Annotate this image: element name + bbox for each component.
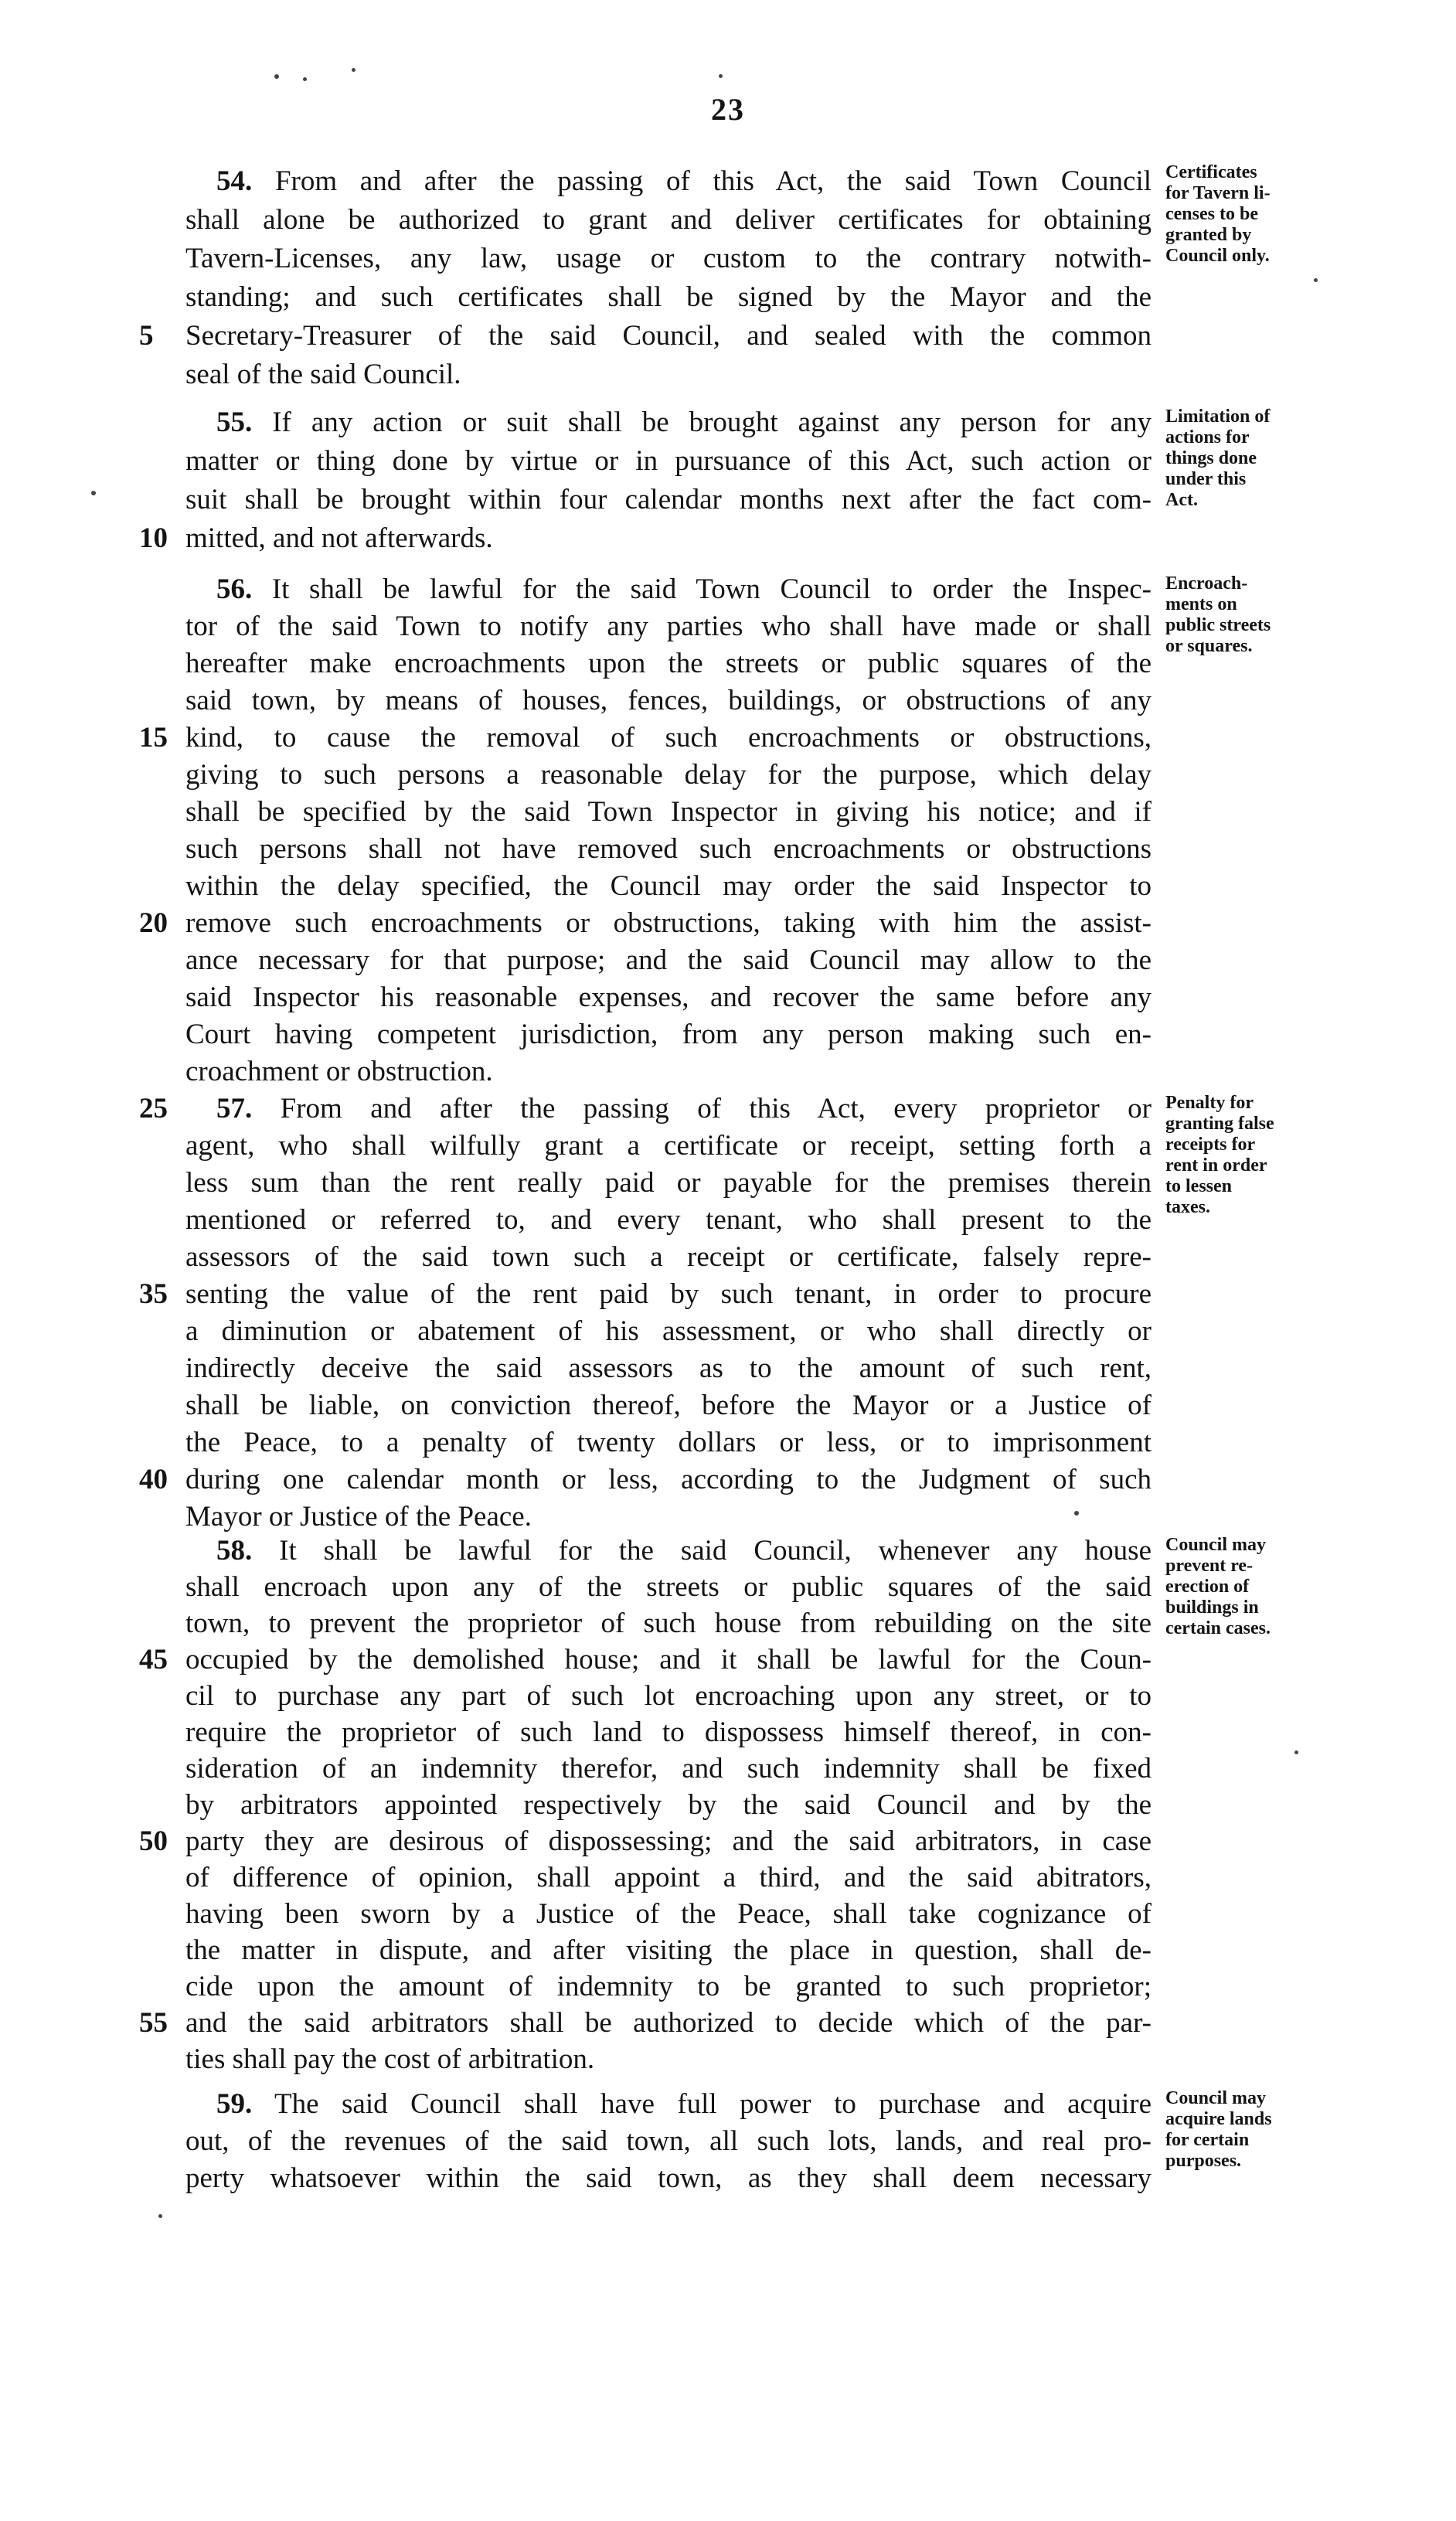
line-number: 25	[139, 1093, 168, 1124]
section-line: standing; and such certificates shall be signed by the Mayor and the	[185, 281, 1152, 313]
scan-speck	[91, 491, 96, 495]
scan-speck	[158, 2214, 162, 2218]
section-line: seal of the said Council.	[185, 359, 461, 390]
scan-speck	[719, 74, 723, 78]
section-line: suit shall be brought within four calendar months next after the fact com-	[185, 484, 1152, 515]
section-line: out, of the revenues of the said town, all such lots, lands, and real pro-	[185, 2125, 1152, 2157]
section-line: assessors of the said town such a receipt or certificate, falsely repre-	[185, 1241, 1152, 1273]
section-line: indirectly deceive the said assessors as to the amount of such rent,	[185, 1352, 1152, 1384]
section-line: Court having competent jurisdiction, from any person making such en-	[185, 1019, 1152, 1050]
section-line: 58. It shall be lawful for the said Council, whenever any house	[216, 1535, 1152, 1567]
section-line: shall encroach upon any of the streets or public squares of the said	[185, 1571, 1152, 1603]
section-line: Mayor or Justice of the Peace.	[185, 1501, 532, 1533]
section-line: and the said arbitrators shall be authorized to decide which of the par-	[185, 2007, 1152, 2039]
section-line: hereafter make encroachments upon the streets or public squares of the	[185, 648, 1152, 679]
section-number: 57.	[216, 1093, 253, 1124]
section-line: 59. The said Council shall have full power to purchase and acquire	[216, 2088, 1152, 2120]
line-number: 10	[139, 522, 168, 554]
section-line: require the proprietor of such land to dispossess himself thereof, in con-	[185, 1716, 1152, 1748]
section-line: cil to purchase any part of such lot encroaching upon any street, or to	[185, 1680, 1152, 1712]
section-line: kind, to cause the removal of such encroachments or obstructions,	[185, 722, 1152, 754]
section-line: less sum than the rent really paid or payable for the premises therein	[185, 1167, 1152, 1199]
section-line: occupied by the demolished house; and it shall be lawful for the Coun-	[185, 1644, 1152, 1676]
margin-note: Council may prevent re- erection of buildings in certain cases.	[1165, 1535, 1271, 1638]
line-number: 40	[139, 1464, 168, 1495]
section-line: 56. It shall be lawful for the said Town Council to order the Inspec-	[216, 573, 1152, 605]
line-number: 35	[139, 1278, 168, 1310]
scan-speck	[1294, 1750, 1298, 1754]
section-line: Secretary-Treasurer of the said Council, and sealed with the common	[185, 320, 1152, 352]
scan-speck	[1314, 278, 1318, 282]
margin-note: Limitation of actions for things done under this Act.	[1165, 407, 1271, 510]
section-line: by arbitrators appointed respectively by the said Council and by the	[185, 1789, 1152, 1821]
line-number: 5	[139, 320, 154, 352]
margin-note: Encroach- ments on public streets or squares.	[1165, 573, 1271, 656]
scan-speck	[303, 77, 307, 81]
section-line: party they are desirous of dispossessing; and the said arbitrators, in case	[185, 1825, 1152, 1857]
page-number: 23	[711, 92, 745, 127]
section-line: having been sworn by a Justice of the Peace, shall take cognizance of	[185, 1898, 1152, 1930]
section-line: 54. From and after the passing of this Act, the said Town Council	[216, 165, 1152, 197]
section-line: 55. If any action or suit shall be brought against any person for any	[216, 407, 1152, 438]
section-line: such persons shall not have removed such encroachments or obstructions	[185, 833, 1152, 865]
section-line: perty whatsoever within the said town, as they shall deem necessary	[185, 2162, 1152, 2194]
section-line: said town, by means of houses, fences, buildings, or obstructions of any	[185, 685, 1152, 716]
section-line: sideration of an indemnity therefor, and such indemnity shall be fixed	[185, 1753, 1152, 1784]
section-line: shall be liable, on conviction thereof, before the Mayor or a Justice of	[185, 1390, 1152, 1421]
scan-speck	[1074, 1511, 1079, 1516]
section-line: cide upon the amount of indemnity to be granted to such proprietor;	[185, 1971, 1152, 2002]
line-number: 55	[139, 2007, 168, 2039]
line-number: 50	[139, 1825, 168, 1857]
section-line: within the delay specified, the Council may order the said Inspector to	[185, 870, 1152, 902]
section-line: town, to prevent the proprietor of such house from rebuilding on the site	[185, 1608, 1152, 1639]
margin-note: Council may acquire lands for certain purposes.	[1165, 2088, 1272, 2171]
section-line: agent, who shall wilfully grant a certificate or receipt, setting forth a	[185, 1130, 1152, 1162]
section-line: mitted, and not afterwards.	[185, 522, 493, 554]
scan-speck	[274, 74, 279, 79]
scan-speck	[352, 68, 355, 72]
section-line: the matter in dispute, and after visiting the place in question, shall de-	[185, 1934, 1152, 1966]
section-number: 56.	[216, 573, 253, 605]
section-line: ties shall pay the cost of arbitration.	[185, 2043, 595, 2075]
section-line: senting the value of the rent paid by such tenant, in order to procure	[185, 1278, 1152, 1310]
section-line: croachment or obstruction.	[185, 1056, 493, 1087]
section-line: shall alone be authorized to grant and deliver certificates for obtaining	[185, 204, 1152, 236]
section-number: 58.	[216, 1535, 253, 1567]
section-line: remove such encroachments or obstructions, taking with him the assist-	[185, 907, 1152, 939]
section-line: mentioned or referred to, and every tenant, who shall present to the	[185, 1204, 1152, 1236]
section-line: matter or thing done by virtue or in pursuance of this Act, such action or	[185, 445, 1152, 477]
line-number: 20	[139, 907, 168, 939]
section-line: 57. From and after the passing of this Act, every proprietor or	[216, 1093, 1152, 1124]
section-line: tor of the said Town to notify any parties who shall have made or shall	[185, 611, 1152, 642]
section-line: shall be specified by the said Town Inspector in giving his notice; and if	[185, 796, 1152, 828]
section-number: 54.	[216, 165, 253, 197]
line-number: 15	[139, 722, 168, 754]
section-line: a diminution or abatement of his assessment, or who shall directly or	[185, 1315, 1152, 1347]
section-line: of difference of opinion, shall appoint a third, and the said abitrators,	[185, 1862, 1152, 1893]
margin-note: Penalty for granting false receipts for rent in order to lessen taxes.	[1165, 1093, 1274, 1217]
section-line: said Inspector his reasonable expenses, and recover the same before any	[185, 982, 1152, 1013]
section-line: giving to such persons a reasonable delay for the purpose, which delay	[185, 759, 1152, 791]
line-number: 45	[139, 1644, 168, 1676]
section-line: the Peace, to a penalty of twenty dollars or less, or to imprisonment	[185, 1427, 1152, 1458]
section-line: Tavern-Licenses, any law, usage or custom to the contrary notwith-	[185, 243, 1152, 274]
section-line: ance necessary for that purpose; and the said Council may allow to the	[185, 944, 1152, 976]
section-number: 59.	[216, 2088, 253, 2120]
section-line: during one calendar month or less, according to the Judgment of such	[185, 1464, 1152, 1495]
section-number: 55.	[216, 407, 253, 438]
margin-note: Certificates for Tavern li- censes to be granted by Council only.	[1165, 162, 1271, 266]
